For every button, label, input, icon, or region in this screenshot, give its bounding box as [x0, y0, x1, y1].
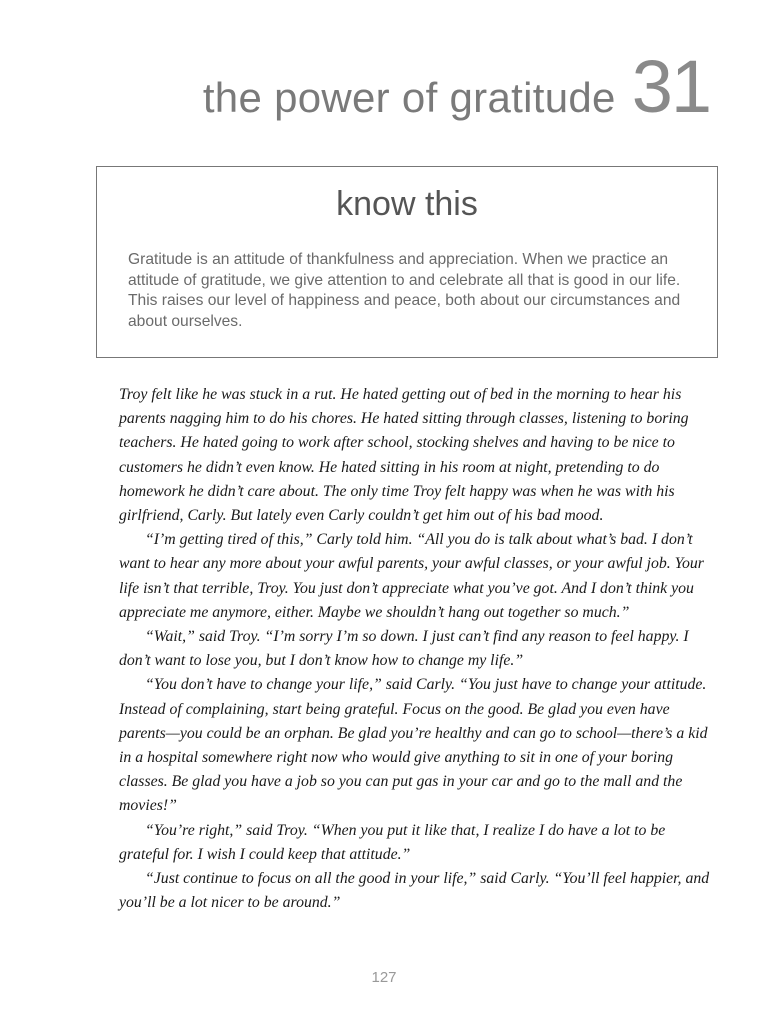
know-this-heading: know this: [336, 185, 478, 223]
know-this-box: [96, 166, 718, 358]
chapter-number: 31: [631, 45, 710, 128]
story-paragraph: “You’re right,” said Troy. “When you put it like that, I realize I do have a lot to be grateful for. I wish I could keep that attitude.”: [119, 821, 666, 863]
story-paragraph: “Wait,” said Troy. “I’m sorry I’m so down. I just can’t find any reason to feel happy. I don’t want to lose you, but I don’t know how to change my life.”: [119, 628, 689, 670]
chapter-title: the power of gratitude: [202, 74, 616, 121]
story-body: [119, 383, 719, 915]
story-paragraph: “You don’t have to change your life,” said Carly. “You just have to change your attitude. Instead of complaining, start being grateful. Focus on the good. Be glad you even have parents—you could be an orphan. Be glad you’re healthy and can go to school—there’s a kid in a hospital somewhere right now who would give anything to sit in one of your boring classes. Be glad you have a job so you can put gas in your car and go to the mall and the movies!”: [119, 676, 708, 815]
story-paragraph: Troy felt like he was stuck in a rut. He hated getting out of bed in the morning to hear his parents nagging him to do his chores. He hated sitting through classes, listening to boring teachers. He hated going to work after school, stocking shelves and having to be nice to customers he didn’t even know. He hated sitting in his room at night, pretending to do homework he didn’t care about. The only time Troy felt happy was when he was with his girlfriend, Carly. But lately even Carly couldn’t get him out of his bad mood.: [119, 386, 689, 525]
know-this-text: Gratitude is an attitude of thankfulness and appreciation. When we practice an attitude of gratitude, we give attention to and celebrate all that is good in our life. This raises our level of happiness and peace, both about our circumstances and about ourselves.: [128, 251, 681, 330]
page-number: 127: [371, 969, 397, 986]
story-paragraph: “I’m getting tired of this,” Carly told him. “All you do is talk about what’s bad. I don’t want to hear any more about your awful parents, your awful classes, or your awful job. Your life isn’t that terrible, Troy. You just don’t appreciate what you’ve got. And I don’t think you appreciate me anymore, either. Maybe we shouldn’t hang out together so much.”: [119, 531, 704, 621]
chapter-header: [203, 44, 710, 129]
story-paragraph: “Just continue to focus on all the good in your life,” said Carly. “You’ll feel happier, and you’ll be a lot nicer to be around.”: [119, 870, 710, 912]
